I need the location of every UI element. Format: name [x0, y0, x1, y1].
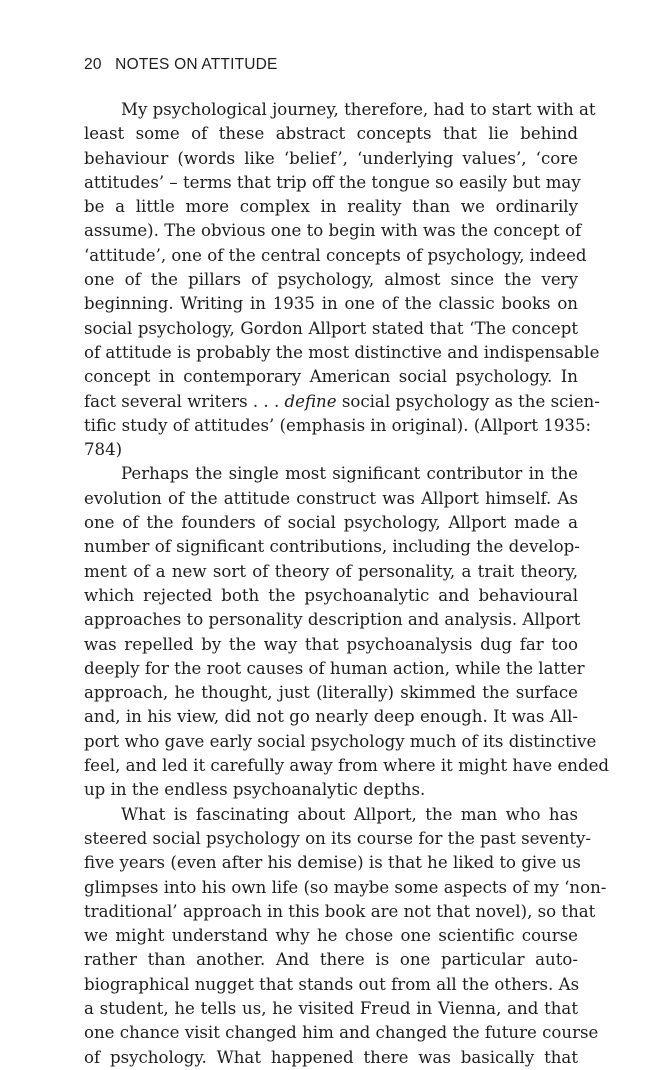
- text-line: number of significant contributions, including the develop-: [84, 537, 580, 557]
- text-line: tific study of attitudes’ (emphasis in original). (Allport 1935:: [84, 415, 592, 435]
- text-line: What is fascinating about Allport, the man who has: [121, 804, 578, 824]
- text-line: approaches to personality description and analysis. Allport: [84, 610, 581, 630]
- emphasis-define: define: [284, 391, 337, 411]
- text-line: glimpses into his own life (so maybe some aspects of my ‘non-: [84, 877, 607, 897]
- text-line: one of the pillars of psychology, almost since the very: [84, 270, 578, 290]
- paragraph: [84, 462, 610, 802]
- text-fragment: social psychology as the scien-: [336, 391, 600, 411]
- text-line: which rejected both the psychoanalytic and behavioural: [84, 585, 578, 605]
- text-line: feel, and led it carefully away from where it might have ended: [84, 756, 610, 776]
- paragraph: [84, 98, 600, 462]
- body-text: [84, 98, 610, 1070]
- text-line: of psychology. What happened there was basically that: [84, 1047, 578, 1067]
- text-line: we might understand why he chose one scientific course: [84, 926, 578, 946]
- page-number: 20: [84, 56, 102, 73]
- text-line: attitudes’ – terms that trip off the tongue so easily but may: [84, 172, 581, 192]
- text-line: ment of a new sort of theory of personality, a trait theory,: [84, 561, 578, 581]
- text-line: evolution of the attitude construct was Allport himself. As: [84, 488, 578, 508]
- text-line: one of the founders of social psychology, Allport made a: [84, 513, 578, 533]
- text-line: approach, he thought, just (literally) skimmed the surface: [84, 683, 578, 703]
- text-line: five years (even after his demise) is that he liked to give us: [84, 853, 581, 873]
- running-head: [84, 56, 278, 74]
- text-line: a student, he tells us, he visited Freud in Vienna, and that: [84, 998, 578, 1018]
- text-line: My psychological journey, therefore, had to start with at: [121, 100, 596, 119]
- text-line: assume). The obvious one to begin with was the concept of: [84, 221, 582, 241]
- text-line: and, in his view, did not go nearly deep enough. It was All-: [84, 707, 578, 727]
- text-line: beginning. Writing in 1935 in one of the classic books on: [84, 294, 578, 314]
- text-line: 784): [84, 440, 123, 460]
- text-line: port who gave early social psychology much of its distinctive: [84, 731, 597, 751]
- text-fragment: fact several writers . . .: [84, 391, 285, 411]
- text-line: deeply for the root causes of human action, while the latter: [84, 658, 585, 678]
- text-line: biographical nugget that stands out from all the others. As: [84, 974, 580, 994]
- text-line: behaviour (words like ‘belief’, ‘underlying values’, ‘core: [84, 148, 578, 168]
- text-line: traditional’ approach in this book are not that novel), so that: [84, 901, 596, 921]
- paragraph: [84, 803, 607, 1070]
- text-line: of attitude is probably the most distinctive and indispensable: [84, 342, 600, 362]
- text-line: up in the endless psychoanalytic depths.: [84, 780, 426, 800]
- text-line: ‘attitude’, one of the central concepts of psychology, indeed: [84, 245, 587, 265]
- text-line: steered social psychology on its course for the past seventy-: [84, 828, 591, 848]
- text-line: least some of these abstract concepts that lie behind: [84, 124, 578, 144]
- text-line-with-emphasis: [84, 390, 600, 414]
- text-line: social psychology, Gordon Allport stated that ‘The concept: [84, 318, 578, 338]
- text-line: rather than another. And there is one particular auto-: [84, 950, 578, 970]
- text-line: concept in contemporary American social psychology. In: [84, 367, 578, 387]
- text-line: was repelled by the way that psychoanalysis dug far too: [84, 634, 578, 654]
- running-head-title: NOTES ON ATTITUDE: [115, 56, 278, 73]
- text-line: one chance visit changed him and changed the future course: [84, 1023, 599, 1043]
- text-line: Perhaps the single most significant contributor in the: [121, 464, 578, 484]
- text-line: be a little more complex in reality than we ordinarily: [84, 197, 578, 217]
